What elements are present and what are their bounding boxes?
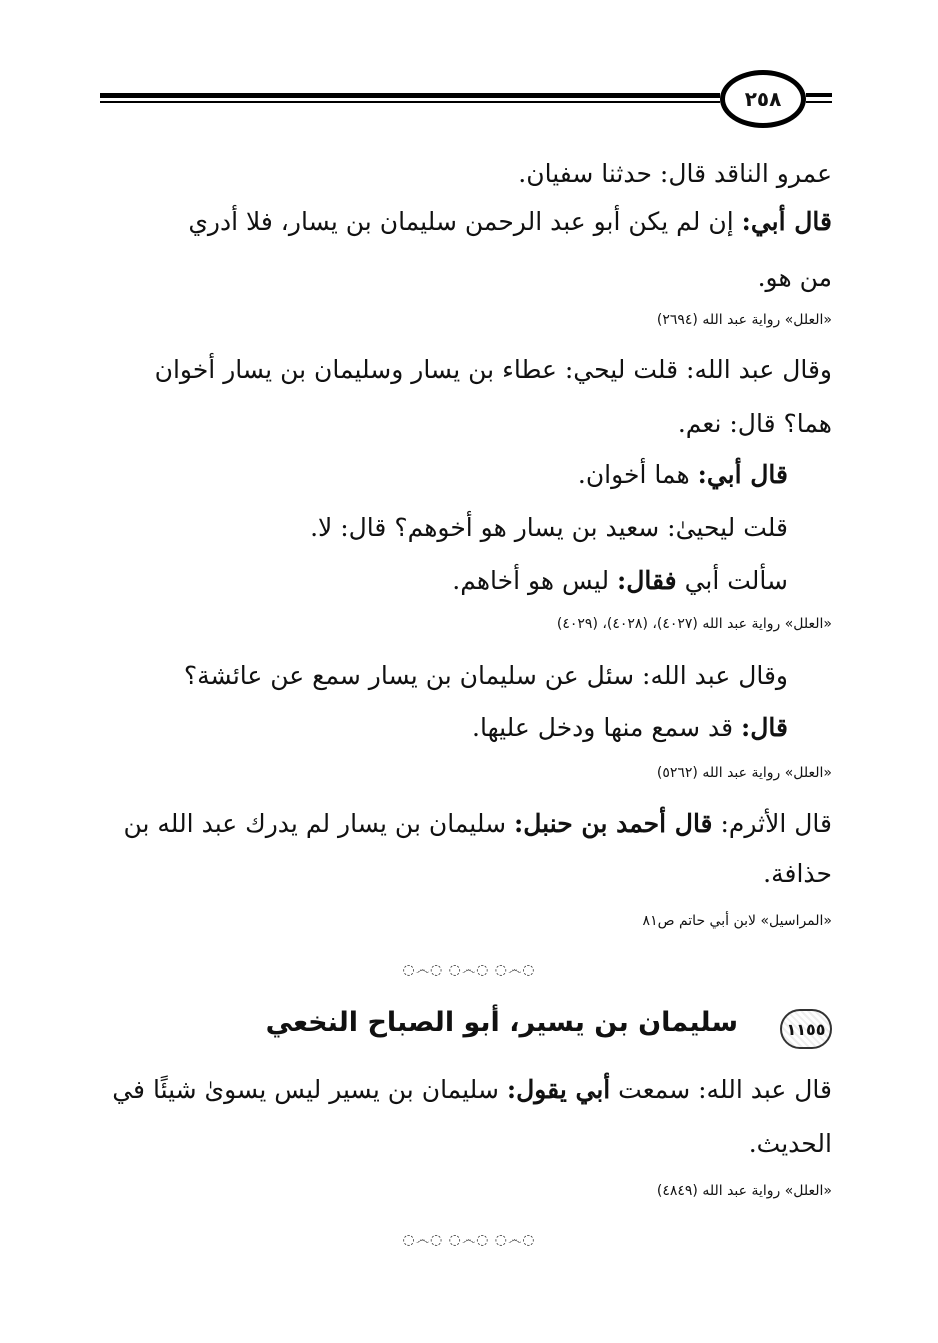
text-line [106, 354, 832, 387]
line-text: قال الأثرم: [712, 809, 832, 838]
speaker-label: قال: [741, 713, 788, 742]
ornament-divider-bottom: ◌෴◌ ◌෴◌ ◌෴◌ [402, 1232, 536, 1248]
text-line [62, 660, 788, 693]
line-text: سليمان بن يسير ليس يسوىٰ شيئًا في [112, 1075, 507, 1104]
ornament-divider: ◌෴◌ ◌෴◌ ◌෴◌ [402, 962, 536, 978]
speaker-label: فقال: [617, 566, 677, 595]
text-line [62, 512, 788, 545]
line-text: هما؟ قال: نعم. [677, 409, 832, 438]
text-line [106, 158, 832, 191]
text-line [106, 1128, 832, 1161]
header-rule-thin [100, 101, 720, 103]
text-line [106, 206, 832, 239]
line-text: عمرو الناقد قال: حدثنا سفيان. [518, 159, 832, 188]
speaker-label: أبي يقول: [506, 1075, 611, 1104]
citation: «العلل» رواية عبد الله (٤٨٤٩) [656, 1183, 832, 1199]
line-text: من هو. [757, 263, 832, 292]
entry-heading [106, 1005, 832, 1055]
text-line [62, 712, 788, 745]
text-line [106, 808, 832, 841]
entry-title: سليمان بن يسير، أبو الصباح النخعي [265, 1007, 738, 1038]
speaker-label: قال أبي: [741, 207, 832, 236]
header-rule-right [806, 93, 832, 97]
text-line [106, 408, 832, 441]
citation: «المراسيل» لابن أبي حاتم ص٨١ [642, 913, 832, 929]
line-text: قلت ليحيىٰ: سعيد بن يسار هو أخوهم؟ قال: لا. [310, 513, 788, 542]
speaker-label: قال أحمد بن حنبل: [514, 809, 713, 838]
line-text: وقال عبد الله: قلت ليحي: عطاء بن يسار وسليمان بن يسار أخوان [154, 355, 832, 384]
line-text: ليس هو أخاهم. [452, 566, 618, 595]
text-line [62, 459, 788, 492]
citation: «العلل» رواية عبد الله (٢٦٩٤) [656, 312, 832, 328]
line-text: حذافة. [763, 859, 832, 888]
line-text: قال عبد الله: سمعت [610, 1075, 832, 1104]
page-number: ٢٥٨ [720, 70, 806, 128]
text-line [106, 858, 832, 891]
page-header [100, 70, 832, 130]
line-text: سألت أبي [676, 566, 788, 595]
line-text: وقال عبد الله: سئل عن سليمان بن يسار سمع عن عائشة؟ [183, 661, 788, 690]
text-line [106, 1074, 832, 1107]
line-text: إن لم يكن أبو عبد الرحمن سليمان بن يسار، فلا أدري [188, 207, 742, 236]
line-text: الحديث. [748, 1129, 832, 1158]
citation: «العلل» رواية عبد الله (٤٠٢٧)، (٤٠٢٨)، (٤٠٢٩) [556, 616, 832, 632]
citation: «العلل» رواية عبد الله (٥٢٦٢) [656, 765, 832, 781]
text-line [62, 565, 788, 598]
speaker-label: قال أبي: [697, 460, 788, 489]
text-line [106, 262, 832, 295]
entry-number-badge: ١١٥٥ [780, 1009, 832, 1049]
line-text: سليمان بن يسار لم يدرك عبد الله بن [123, 809, 514, 838]
header-rule [100, 93, 720, 98]
line-text: هما أخوان. [577, 460, 698, 489]
header-rule-right-thin [806, 101, 832, 103]
line-text: قد سمع منها ودخل عليها. [472, 713, 742, 742]
